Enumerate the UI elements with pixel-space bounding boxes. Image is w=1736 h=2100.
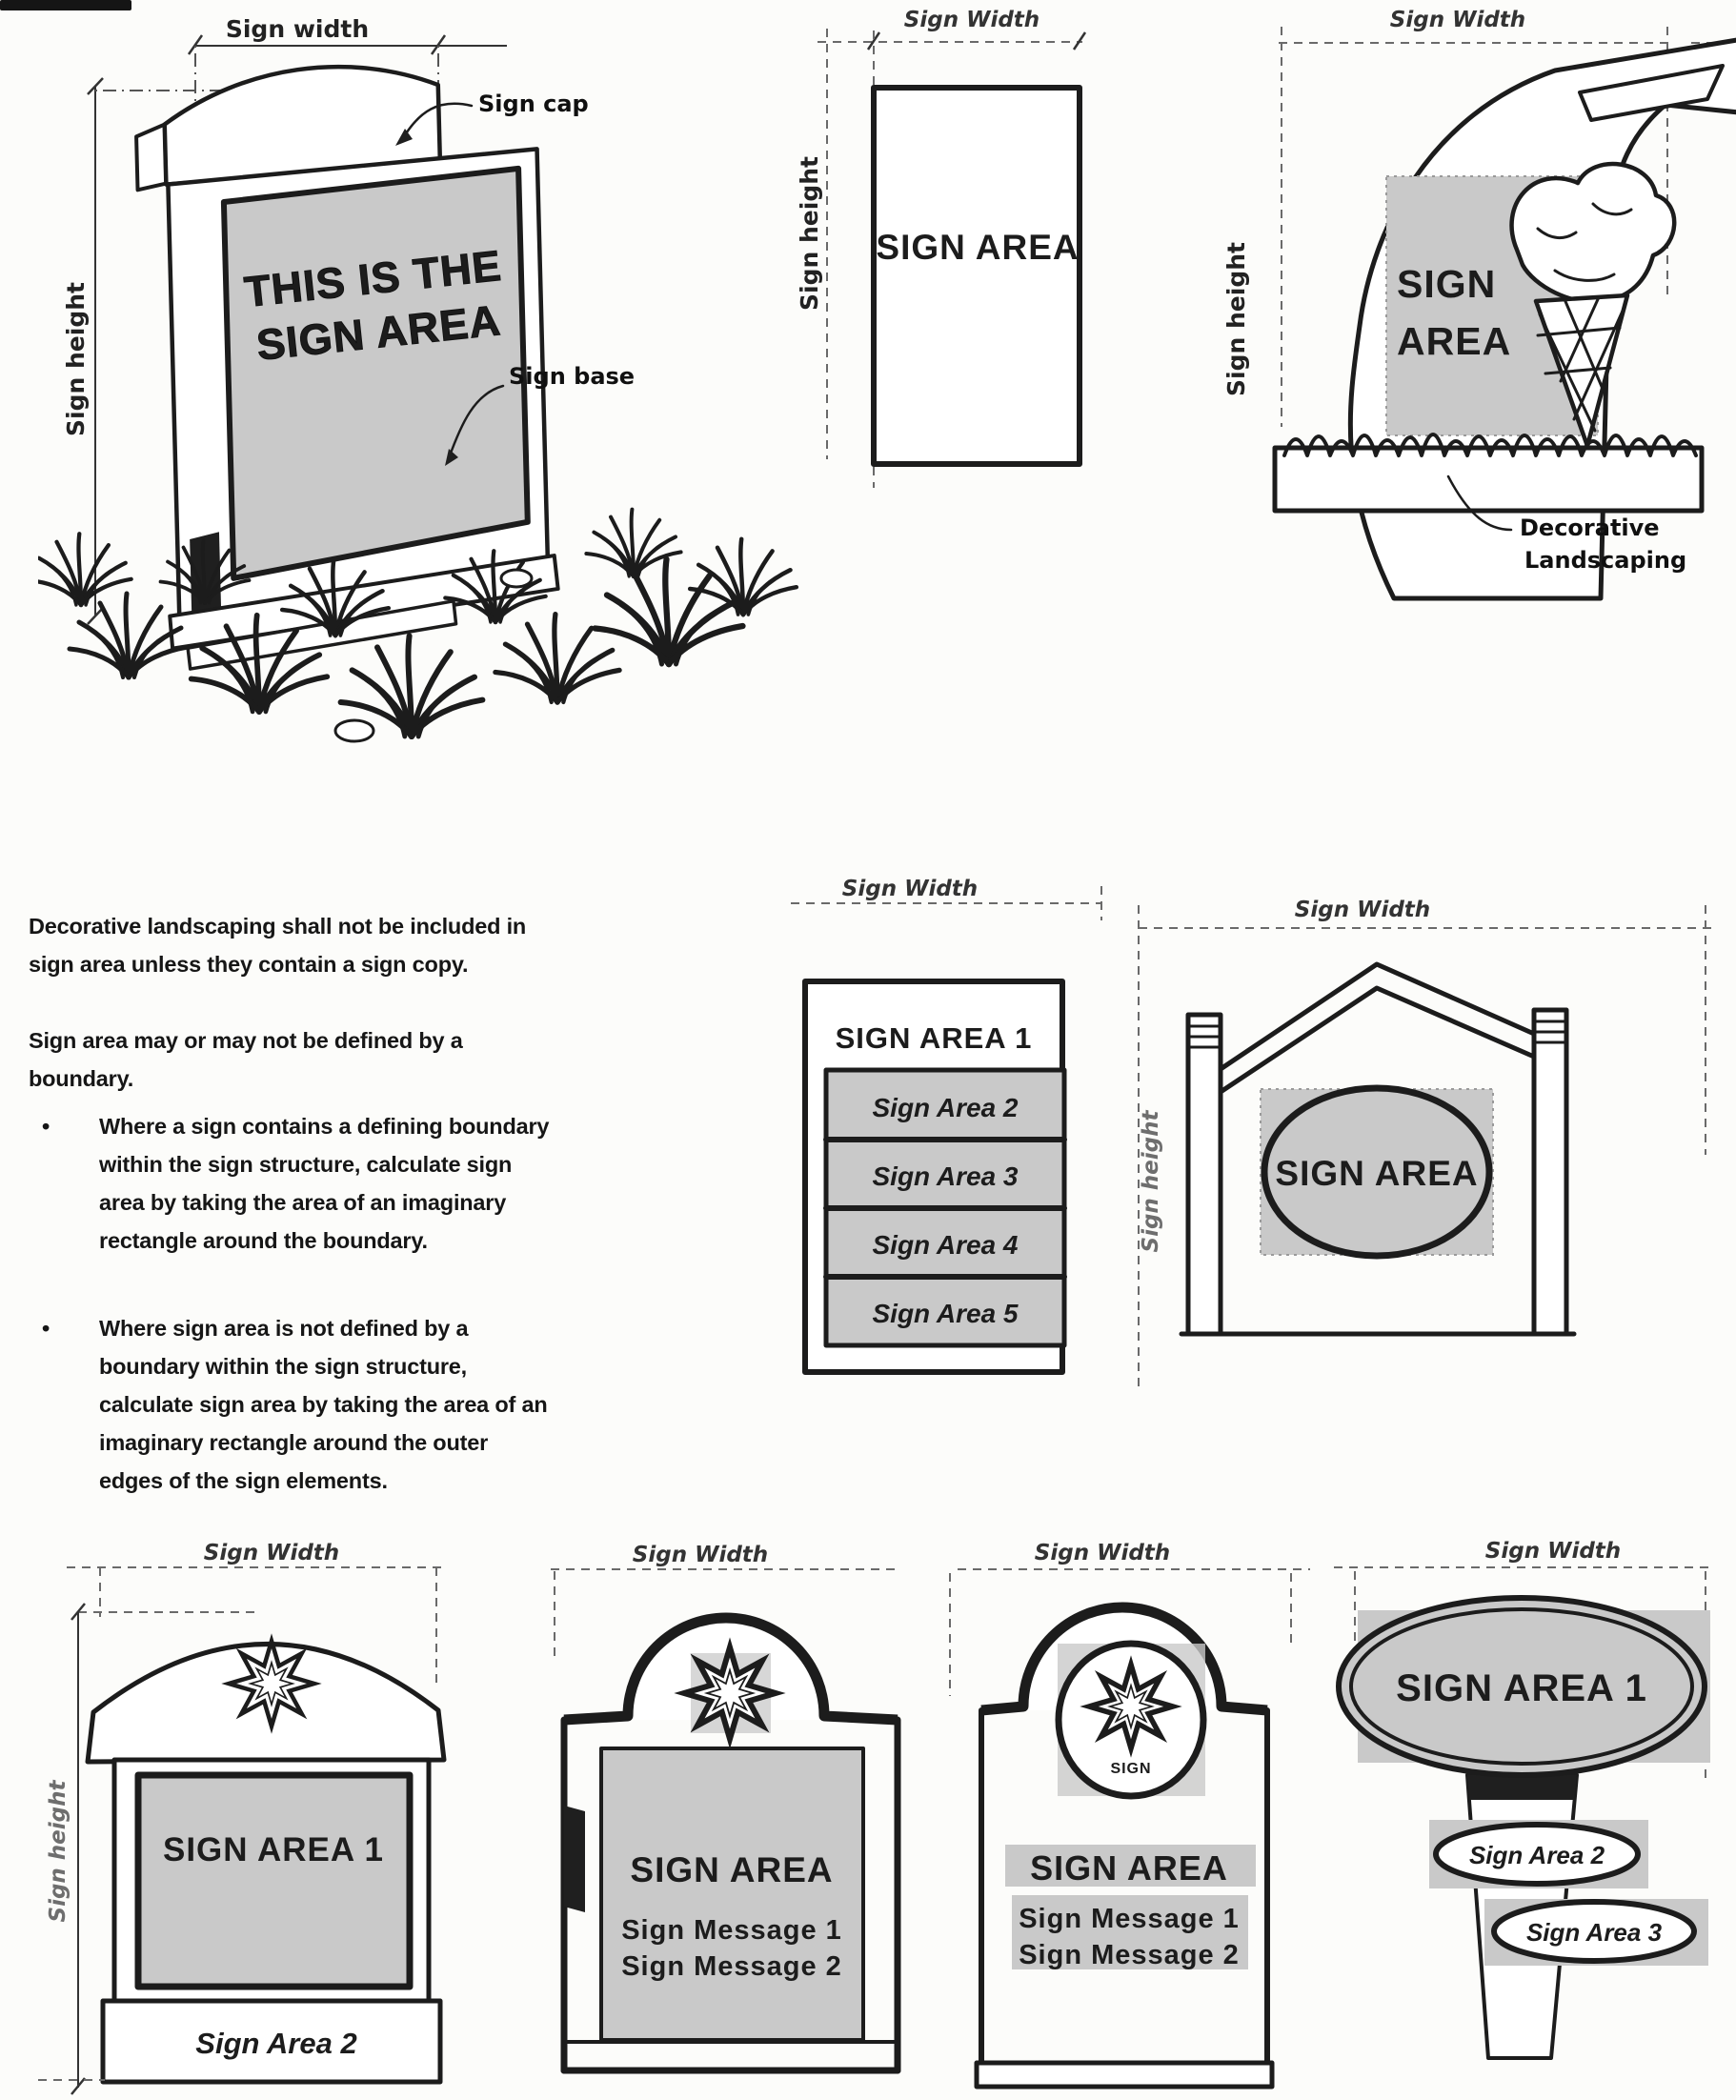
figure-bottom-sign-2 [534,1520,915,2100]
figure-bottom-sign-3 [939,1520,1320,2100]
rect-width-label: Sign Width [903,8,1040,32]
sign1-height-label: Sign height [46,1780,71,1923]
rectangle-sign-drawing [791,0,1096,495]
monument-sign-drawing [38,5,819,900]
bottom-sign1-drawing [38,1520,462,2100]
rock [501,570,532,587]
tenant-row: Sign Area 3 [872,1161,1019,1191]
starburst-logo-icon [1089,1665,1173,1748]
sign4-area3-text: Sign Area 3 [1525,1918,1663,1947]
sign1-area2-text: Sign Area 2 [195,2027,357,2060]
figure-bottom-sign-4 [1324,1520,1734,2100]
tenant-header: SIGN AREA 1 [835,1021,1033,1055]
tenant-row: Sign Area 4 [872,1230,1019,1260]
rock [335,720,373,741]
bottom-sign2-drawing [534,1520,915,2100]
gable-outer [1221,964,1534,1069]
tenant-row: Sign Area 5 [872,1299,1019,1328]
freeform-width-label: Sign Width [1389,8,1526,32]
rect-height-label: Sign height [796,156,823,311]
freeform-sign-drawing [1220,0,1736,615]
sign1-area1-text: SIGN AREA 1 [162,1831,385,1868]
sign-area-text: SIGN AREA [1275,1154,1479,1193]
notes-text-block [29,907,551,1500]
sign4-area2-text: Sign Area 2 [1468,1841,1605,1869]
sign-panel [223,169,529,578]
sign2-message2: Sign Message 2 [621,1951,842,1982]
sign-cap-side [136,125,167,191]
figure-gabled-sign [1124,858,1734,1391]
monument-width-label: Sign width [225,15,370,43]
sign-face [874,88,1080,464]
pole-band [1467,1775,1577,1800]
multitenant-sign-drawing [781,858,1110,1391]
tenant-width-label: Sign Width [841,877,979,901]
gable-height-label: Sign height [1139,1110,1163,1253]
sign3-area-text: SIGN AREA [1030,1848,1228,1888]
sign3-logo-text: SIGN [1110,1761,1152,1777]
gabled-sign-drawing [1124,858,1734,1391]
figure-rectangle-sign [791,0,1096,495]
sign2-message1: Sign Message 1 [621,1915,842,1946]
edge-shadow [564,1806,585,1912]
sign3-message1: Sign Message 1 [1019,1904,1240,1934]
bullet-glyph: • [42,1114,50,1139]
gable-width-label: Sign Width [1294,898,1431,922]
landscaping-label-line1: Decorative [1520,515,1660,541]
panel-text-line2: SIGN AREA [253,295,504,370]
bottom-sign4-drawing [1324,1520,1734,2100]
note-landscaping: Decorative landscaping shall not be included in sign area unless they contain a sign copy. [29,914,527,977]
sign3-width-label: Sign Width [1034,1541,1171,1565]
bullet-glyph: • [42,1316,50,1341]
bullet-text-undefined-boundary: Where sign area is not defined by a boundary within the sign structure, calculate sign area by taking the area of an imaginary rectangle around the outer edges of the sign elements. [99,1316,548,1493]
sign1-width-label: Sign Width [203,1541,340,1565]
tenant-row: Sign Area 2 [872,1093,1019,1122]
figure-bottom-sign-1 [38,1520,462,2100]
right-pillar [1534,1010,1566,1334]
freeform-height-label: Sign height [1222,242,1250,396]
sign-area-line2: AREA [1397,319,1512,363]
sign4-area1-text: SIGN AREA 1 [1396,1667,1647,1709]
starburst-logo-icon [684,1647,776,1739]
panel-text-line1: THIS IS THE [242,240,504,316]
sign-panel [601,1748,863,2040]
sign-base-label: Sign base [509,363,636,390]
monument-height-label: Sign height [62,282,90,436]
sign-panel [138,1775,410,1987]
sign-base-strip [977,2063,1272,2087]
left-pillar [1188,1015,1221,1334]
bullet-text-defined-boundary: Where a sign contains a defining boundary within the sign structure, calculate sign area by taking the area of an imaginary rectangle around the boundary. [99,1114,550,1253]
note-boundary: Sign area may or may not be defined by a boundary. [29,1028,463,1091]
landscaping-label-line2: Landscaping [1524,547,1687,574]
sign2-area-text: SIGN AREA [630,1850,834,1889]
bottom-sign3-drawing [939,1520,1320,2100]
figure-monument-sign [38,5,819,900]
sign-area-line1: SIGN [1397,262,1497,306]
sign2-width-label: Sign Width [632,1543,769,1567]
sign-area-text: SIGN AREA [876,228,1080,267]
sign4-width-label: Sign Width [1484,1539,1622,1564]
figure-freeform-sign [1220,0,1736,615]
bullet-item [29,1107,551,1260]
sign3-message2: Sign Message 2 [1019,1940,1240,1970]
bullet-item [29,1309,551,1500]
sign-cap-label: Sign cap [478,91,589,117]
sign-base-slab [1275,448,1702,511]
figure-multitenant-sign [781,858,1110,1391]
